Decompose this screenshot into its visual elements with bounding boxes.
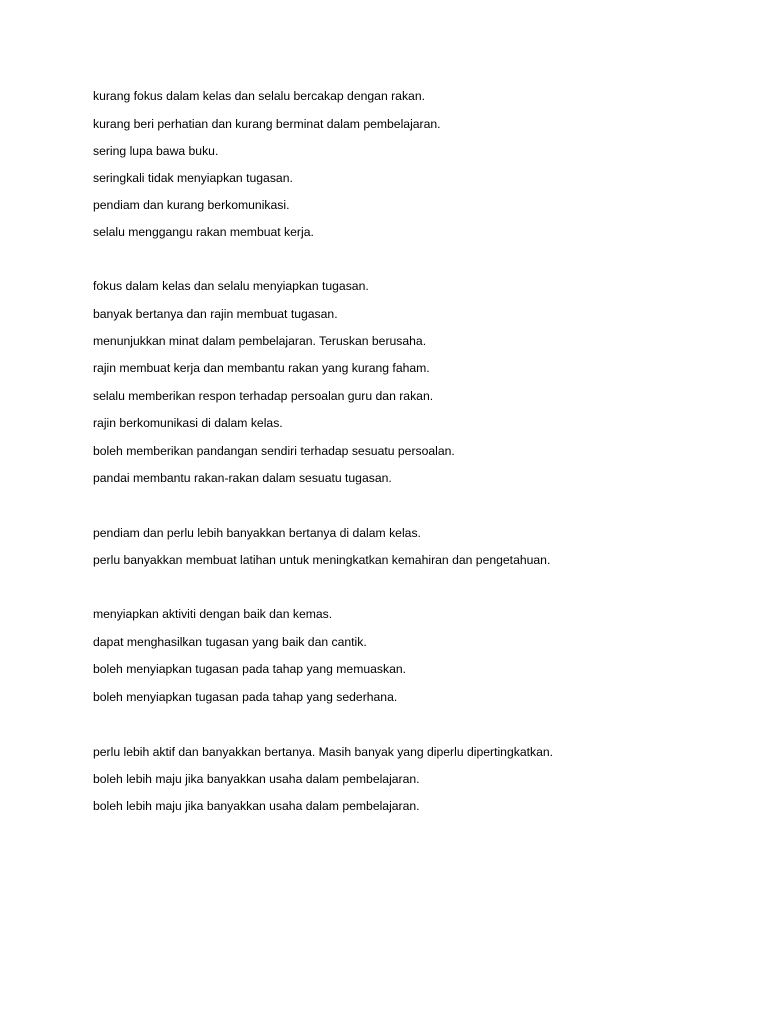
text-line: menyiapkan aktiviti dengan baik dan kemas. [93, 607, 333, 621]
text-line: kurang beri perhatian dan kurang berminat dalam pembelajaran. [93, 117, 441, 131]
text-line: menunjukkan minat dalam pembelajaran. Teruskan berusaha. [93, 334, 427, 348]
text-line: selalu memberikan respon terhadap persoalan guru dan rakan. [93, 389, 434, 403]
text-line: banyak bertanya dan rajin membuat tugasan. [93, 307, 338, 321]
text-line: sering lupa bawa buku. [93, 144, 219, 158]
text-line: selalu menggangu rakan membuat kerja. [93, 225, 314, 239]
text-line: rajin berkomunikasi di dalam kelas. [93, 416, 283, 430]
text-line: boleh memberikan pandangan sendiri terhadap sesuatu persoalan. [93, 444, 455, 458]
text-line: pendiam dan kurang berkomunikasi. [93, 198, 290, 212]
text-line: rajin membuat kerja dan membantu rakan yang kurang faham. [93, 361, 430, 375]
text-line: kurang fokus dalam kelas dan selalu bercakap dengan rakan. [93, 89, 425, 103]
text-line: boleh lebih maju jika banyakkan usaha dalam pembelajaran. [93, 799, 420, 813]
text-line: fokus dalam kelas dan selalu menyiapkan tugasan. [93, 279, 369, 293]
text-line: boleh menyiapkan tugasan pada tahap yang memuaskan. [93, 662, 407, 676]
text-line: perlu banyakkan membuat latihan untuk meningkatkan kemahiran dan pengetahuan. [93, 553, 551, 567]
text-line: pendiam dan perlu lebih banyakkan bertanya di dalam kelas. [93, 526, 421, 540]
text-line: boleh lebih maju jika banyakkan usaha dalam pembelajaran. [93, 772, 420, 786]
text-line: pandai membantu rakan-rakan dalam sesuatu tugasan. [93, 471, 392, 485]
text-line: seringkali tidak menyiapkan tugasan. [93, 171, 293, 185]
text-line: perlu lebih aktif dan banyakkan bertanya. Masih banyak yang diperlu dipertingkatkan. [93, 745, 554, 759]
text-line: boleh menyiapkan tugasan pada tahap yang sederhana. [93, 690, 398, 704]
text-line: dapat menghasilkan tugasan yang baik dan cantik. [93, 635, 367, 649]
